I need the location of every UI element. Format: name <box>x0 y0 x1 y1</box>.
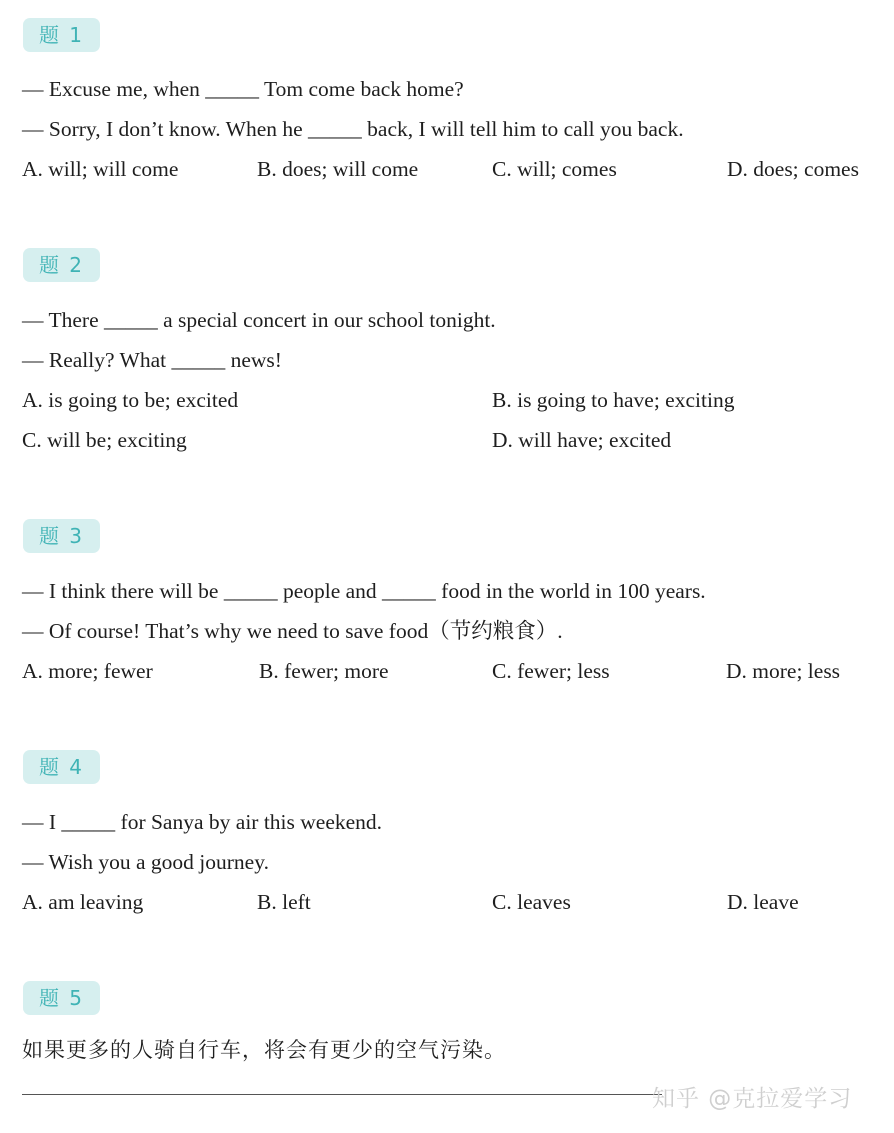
question-2-line-2: — Really? What _____ news! <box>22 348 282 372</box>
question-2-option-c: C. will be; exciting <box>22 428 187 452</box>
question-5-prompt: 如果更多的人骑自行车，将会有更少的空气污染。 <box>22 1038 506 1062</box>
question-2-badge: 题 2 <box>23 248 100 282</box>
watermark: 知乎 @克拉爱学习 <box>652 1086 853 1112</box>
question-4-line-1: — I _____ for Sanya by air this weekend. <box>22 810 383 834</box>
question-3-badge: 题 3 <box>23 519 100 553</box>
question-3-line-1: — I think there will be _____ people and _____ food in the world in 100 years. <box>22 579 706 603</box>
question-4-option-d: D. leave <box>727 890 799 914</box>
question-1-badge: 题 1 <box>23 18 100 52</box>
question-1-line-2: — Sorry, I don’t know. When he _____ back, I will tell him to call you back. <box>22 117 684 141</box>
question-5-badge: 题 5 <box>23 981 100 1015</box>
question-4-option-b: B. left <box>257 890 311 914</box>
question-4-badge: 题 4 <box>23 750 100 784</box>
question-1-option-d: D. does; comes <box>727 157 859 181</box>
question-1-option-a: A. will; will come <box>22 157 179 181</box>
question-1-line-1: — Excuse me, when _____ Tom come back home? <box>22 77 464 101</box>
question-3-option-b: B. fewer; more <box>259 659 389 683</box>
question-2-option-d: D. will have; excited <box>492 428 672 452</box>
question-4-option-a: A. am leaving <box>22 890 144 914</box>
question-2-line-1: — There _____ a special concert in our school tonight. <box>22 308 496 332</box>
question-2-option-a: A. is going to be; excited <box>22 388 239 412</box>
question-3-option-a: A. more; fewer <box>22 659 153 683</box>
question-4-line-2: — Wish you a good journey. <box>22 850 269 874</box>
question-3-option-d: D. more; less <box>726 659 841 683</box>
question-3-option-c: C. fewer; less <box>492 659 610 683</box>
answer-line <box>22 1094 662 1095</box>
question-2-option-b: B. is going to have; exciting <box>492 388 735 412</box>
question-4-option-c: C. leaves <box>492 890 571 914</box>
question-1-option-c: C. will; comes <box>492 157 617 181</box>
question-3-line-2: — Of course! That’s why we need to save food（节约粮食）. <box>22 619 563 643</box>
question-1-option-b: B. does; will come <box>257 157 419 181</box>
